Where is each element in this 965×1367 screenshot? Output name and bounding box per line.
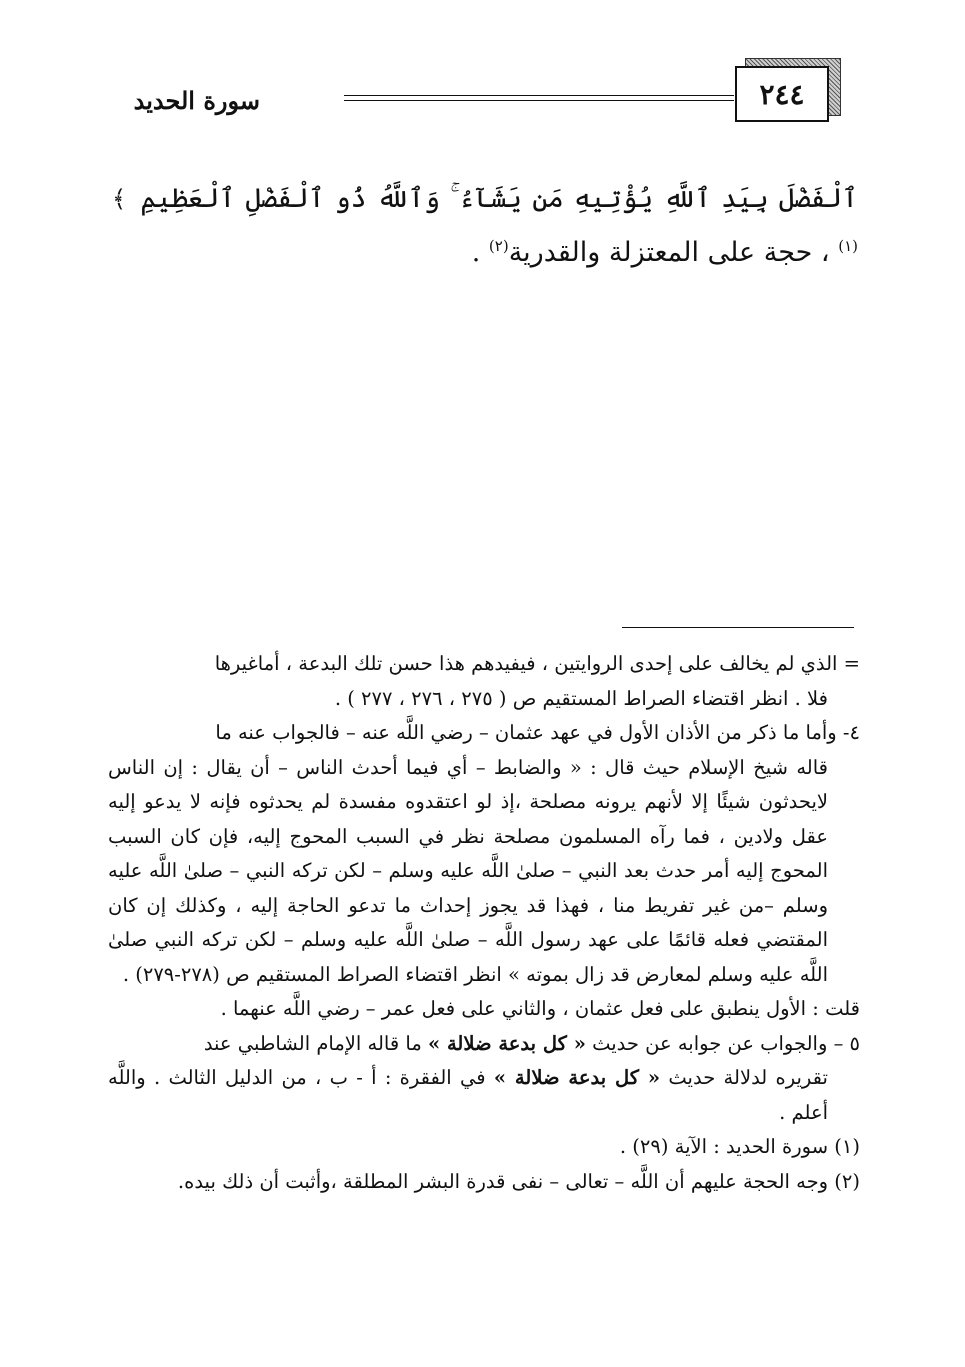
footnote-1: (١) سورة الحديد : الآية (٢٩) .	[619, 1135, 860, 1158]
main-end: .	[471, 237, 481, 268]
note-text: ٥ – والجواب عن جوابه عن حديث	[592, 1031, 860, 1055]
hadith-quote: « كل بدعة ضلالة »	[427, 1031, 586, 1055]
footnote-2: (٢) وجه الحجة عليهم أن اللَّه – تعالى – نفى قدرة البشر المطلقة ،وأثبت أن ذلك بيده.	[177, 1169, 860, 1193]
verse-close-ornament: ﴾	[112, 185, 127, 213]
footnote-separator	[622, 627, 854, 628]
page-number: ٢٤٤	[735, 66, 829, 122]
quran-verse: ٱلْفَضْلَ بِيَدِ ٱللَّهِ يُؤْتِيهِ مَن يَشَآءُ ۚ وَٱللَّهُ ذُو ٱلْفَضْلِ ٱلْعَظِيمِ	[140, 183, 858, 214]
note-text: ما قاله الإمام الشاطبي عند	[203, 1031, 422, 1055]
main-continuation: ، حجة على المعتزلة والقدرية	[508, 237, 830, 268]
note-quote: قاله شيخ الإسلام حيث قال : « والضابط – أي فيما أحدث الناس – أن يقال : إن الناس لايحدثون شيئًا إلا لأنهم يرونه مصلحة ،إذ لو اعتقدوه مفسدة لم يحدثوه فإنه لا يدعو إليه عقل ولادين ، فما رآه المسلمون مصلحة نظر في السبب المحوج إليه، فإن كان السبب المحوج إليه أمر حدث بعد النبي – صلىٰ اللَّه عليه وسلم – لكن تركه النبي – صلىٰ اللَّه عليه وسلم –من غير تفريط منا ، فهذا قد يجوز إحداث ما تدعو الحاجة إليه ، وكذلك إن كان المقتضي فعله قائمًا على عهد رسول اللَّه – صلىٰ اللَّه عليه وسلم – لكن تركه النبي صلىٰ اللَّه عليه وسلم لمعارض قد زال بموته » انظر اقتضاء الصراط المستقيم ص (٢٧٨-٢٧٩) .	[108, 755, 828, 986]
note-text: في الفقرة : أ - ب ، من الدليل الثالث . واللَّه أعلم .	[108, 1066, 828, 1124]
note-paragraph	[108, 1027, 860, 1062]
footnote-ref-1: (١)	[838, 237, 858, 255]
header-rule	[344, 95, 734, 96]
note-paragraph: = الذي لم يخالف على إحدى الروايتين ، فيفيدهم هذا حسن تلك البدعة ، أماغيرها	[214, 652, 860, 675]
hadith-quote: « كل بدعة ضلالة »	[493, 1066, 661, 1089]
header-rule	[344, 100, 734, 101]
note-paragraph: فلا . انظر اقتضاء الصراط المستقيم ص ( ٢٧٥ ، ٢٧٦ ، ٢٧٧ ) .	[334, 686, 828, 710]
note-paragraph: قلت : الأول ينطبق على فعل عثمان ، والثاني على فعل عمر – رضي اللَّه عنهما .	[220, 997, 860, 1020]
note-paragraph: ٤- وأما ما ذكر من الأذان الأول في عهد عثمان – رضي اللَّه عنه – فالجواب عنه ما	[215, 721, 860, 744]
surah-title: سورة الحديد	[133, 86, 260, 115]
footnote-ref-2: (٢)	[488, 237, 509, 255]
note-text: تقريره لدلالة حديث	[668, 1066, 828, 1089]
footnotes	[108, 647, 860, 1199]
main-text	[108, 172, 858, 280]
note-paragraph	[108, 1061, 860, 1130]
